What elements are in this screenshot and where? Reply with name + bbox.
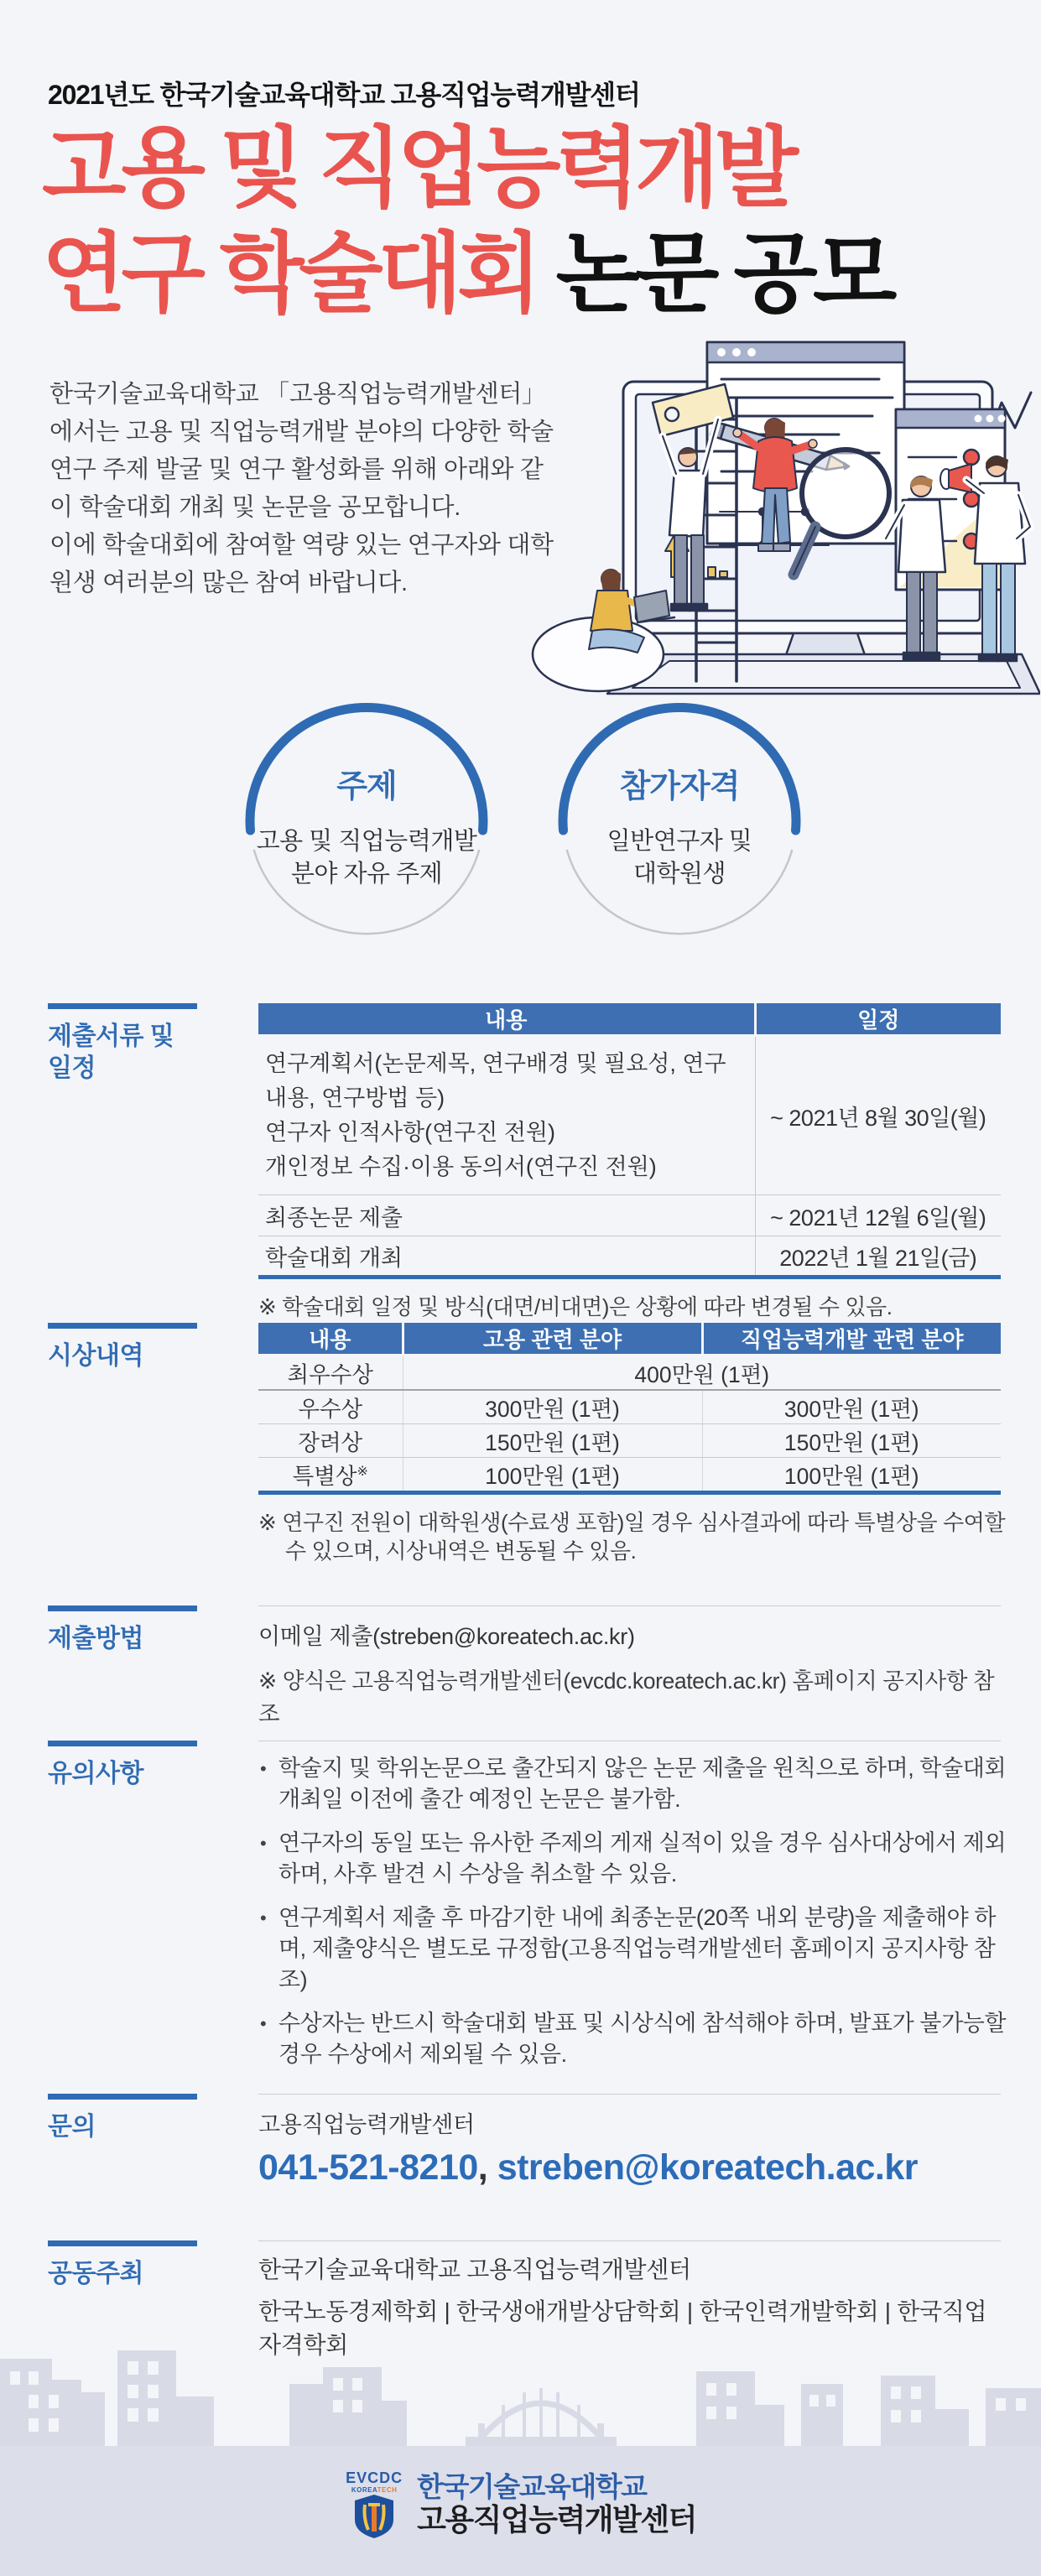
- page-title: [42, 116, 892, 327]
- section-notices: [48, 1741, 1007, 2083]
- label-accent-bar: [48, 1741, 197, 1746]
- contact-separator: ,: [477, 2147, 497, 2188]
- intro-paragraph-1: 한국기술교육대학교 「고용직업능력개발센터」에서는 고용 및 직업능력개발 분야의 다양한 학술연구 주제 발굴 및 연구 활성화를 위해 아래와 같이 학술대회 개최 및 논문을 공모합니다.: [49, 381, 554, 521]
- section-submission-label: [48, 1003, 258, 1321]
- logo-acronym: EVCDC: [346, 2469, 403, 2486]
- submission-note: ※ 학술대회 일정 및 방식(대면/비대면)은 상황에 따라 변경될 수 있음.: [258, 1294, 893, 1319]
- intro-text: [49, 376, 565, 602]
- award-name: 특별상※: [292, 1464, 368, 1489]
- submission-row1-content: 연구계획서(논문제목, 연구배경 및 필요성, 연구내용, 연구방법 등) 연구자 인적사항(연구진 전원) 개인정보 수집·이용 동의서(연구진 전원): [265, 1051, 726, 1179]
- section-submission: [48, 1003, 1001, 1321]
- badge-eligibility-title: 참가자격: [619, 769, 740, 804]
- title-line2: [42, 221, 892, 327]
- badge-topic: [244, 701, 489, 939]
- label-accent-bar: [48, 2240, 197, 2246]
- section-hosts-label: [48, 2240, 258, 2362]
- awards-col-name: 내용: [258, 1323, 403, 1356]
- notice-item: • 학술지 및 학위논문으로 출간되지 않은 논문 제출을 원칙으로 하며, 학술대회 개최일 이전에 출간 예정인 논문은 불가함.: [258, 1753, 1009, 1815]
- section-method-label: [48, 1605, 258, 1728]
- contact-details: [258, 2147, 1001, 2188]
- section-contact: [48, 2094, 1001, 2188]
- logo-university-name: 한국기술교육대학교: [417, 2471, 647, 2502]
- awards-note: ※ 연구진 전원이 대학원생(수료생 포함)일 경우 심사결과에 따라 특별상을 수여할 수 있으며, 시상내역은 변동될 수 있음.: [258, 1510, 1006, 1564]
- submission-col-content: 내용: [258, 1003, 755, 1036]
- table-row: [258, 1356, 1001, 1391]
- table-header-row: [258, 1323, 1001, 1356]
- logo-emblem-block: [345, 2469, 403, 2538]
- section-label-text: 유의사항: [48, 1760, 143, 1788]
- table-row: [258, 1036, 1001, 1195]
- contact-org: 고용직업능력개발센터: [258, 2112, 475, 2137]
- submission-row2-date: ~ 2021년 12월 6일(월): [755, 1195, 1001, 1236]
- label-accent-bar: [48, 1003, 197, 1009]
- method-form-note: ※ 양식은 고용직업능력개발센터(evcdc.koreatech.ac.kr) 홈페이지 공지사항 참조: [258, 1668, 995, 1726]
- eyebrow-title: 2021년도 한국기술교육대학교 고용직업능력개발센터: [48, 80, 640, 110]
- logo-subtitle: KOREATECH: [351, 2486, 398, 2494]
- university-shield-icon: [355, 2495, 393, 2538]
- logo-center-name: 고용직업능력개발센터: [417, 2502, 696, 2537]
- awards-col-vocational: 직업능력개발 관련 분야: [702, 1323, 1001, 1356]
- label-accent-bar: [48, 1605, 197, 1611]
- table-header-row: [258, 1003, 1001, 1036]
- award-amount: 100만원 (1편): [702, 1458, 1001, 1493]
- award-amount: 300만원 (1편): [702, 1390, 1001, 1424]
- award-amount: 100만원 (1편): [403, 1458, 702, 1493]
- section-label-text: 제출서류 및 일정: [48, 1023, 174, 1082]
- submission-row3-content: 학술대회 개최: [265, 1245, 403, 1271]
- section-contact-label: [48, 2094, 258, 2188]
- title-line1: 고용 및 직업능력개발: [42, 120, 794, 217]
- awards-table: [258, 1323, 1001, 1495]
- label-accent-bar: [48, 1323, 197, 1329]
- table-row: [258, 1195, 1001, 1236]
- section-label-text: 문의: [48, 2113, 96, 2141]
- section-hosts: [48, 2240, 1001, 2362]
- table-row: [258, 1390, 1001, 1424]
- submission-row2-content: 최종논문 제출: [265, 1205, 403, 1231]
- section-label-text: 공동주최: [48, 2260, 143, 2287]
- hosts-line1: 한국기술교육대학교 고용직업능력개발센터: [258, 2256, 691, 2282]
- section-awards-label: [48, 1323, 258, 1565]
- table-row: [258, 1236, 1001, 1278]
- award-footnote-mark: ※: [357, 1465, 368, 1480]
- city-skyline-graphic: [0, 2346, 1041, 2447]
- notice-list: [258, 1753, 1007, 2070]
- notice-item: • 연구계획서 제출 후 마감기한 내에 최종논문(20쪽 내외 분량)을 제출해야 하며, 제출양식은 별도로 규정함(고용직업능력개발센터 홈페이지 공지사항 참조): [258, 1902, 1009, 1996]
- submission-col-date: 일정: [755, 1003, 1001, 1036]
- award-name: 장려상: [298, 1430, 363, 1455]
- conference-illustration: [527, 319, 1040, 698]
- notice-item: • 수상자는 반드시 학술대회 발표 및 시상식에 참석해야 하며, 발표가 불가능할 경우 수상에서 제외될 수 있음.: [258, 2008, 1009, 2070]
- contact-email: streben@koreatech.ac.kr: [497, 2147, 918, 2188]
- awards-col-employment: 고용 관련 분야: [403, 1323, 702, 1356]
- notice-item: • 연구자의 동일 또는 유사한 주제의 게재 실적이 있을 경우 심사대상에서 제외하며, 사후 발견 시 수상을 취소할 수 있음.: [258, 1828, 1009, 1890]
- section-label-text: 제출방법: [48, 1625, 143, 1652]
- award-amount-merged: 400만원 (1편): [403, 1356, 1001, 1391]
- label-accent-bar: [48, 2094, 197, 2100]
- submission-row1-date: ~ 2021년 8월 30일(월): [755, 1036, 1001, 1195]
- title-line2-black: 논문 공모: [536, 226, 893, 323]
- footer-logo: [0, 2469, 1041, 2538]
- submission-table: [258, 1003, 1001, 1279]
- table-row: [258, 1424, 1001, 1458]
- award-amount: 150만원 (1편): [702, 1424, 1001, 1458]
- badge-eligibility-body: 일반연구자 및 대학원생: [606, 828, 752, 887]
- badge-topic-body: 고용 및 직업능력개발 분야 자유 주제: [256, 828, 477, 887]
- table-row: [258, 1458, 1001, 1493]
- award-amount: 300만원 (1편): [403, 1390, 702, 1424]
- intro-paragraph-2: 이에 학술대회에 참여할 역량 있는 연구자와 대학원생 여러분의 많은 참여 바랍니다.: [49, 532, 554, 596]
- logo-text-block: [417, 2471, 696, 2537]
- section-awards: [48, 1323, 1006, 1565]
- award-name: 최우수상: [287, 1362, 373, 1387]
- hosts-line2: 한국노동경제학회 | 한국생애개발상담학회 | 한국인력개발학회 | 한국직업자격학회: [258, 2298, 987, 2358]
- badge-ring: [244, 701, 489, 939]
- method-email-line: 이메일 제출(streben@koreatech.ac.kr): [258, 1624, 635, 1649]
- contact-phone: 041-521-8210: [258, 2147, 478, 2188]
- title-line2-red: 연구 학술대회: [42, 226, 537, 323]
- award-amount: 150만원 (1편): [403, 1424, 702, 1458]
- award-name: 우수상: [298, 1397, 363, 1422]
- section-method: [48, 1605, 1001, 1728]
- badge-topic-title: 주제: [336, 769, 397, 804]
- badge-ring: [557, 701, 802, 939]
- submission-row3-date: 2022년 1월 21일(금): [755, 1236, 1001, 1278]
- section-label-text: 시상내역: [48, 1342, 143, 1370]
- section-notices-label: [48, 1741, 258, 2083]
- badge-eligibility: [557, 701, 802, 939]
